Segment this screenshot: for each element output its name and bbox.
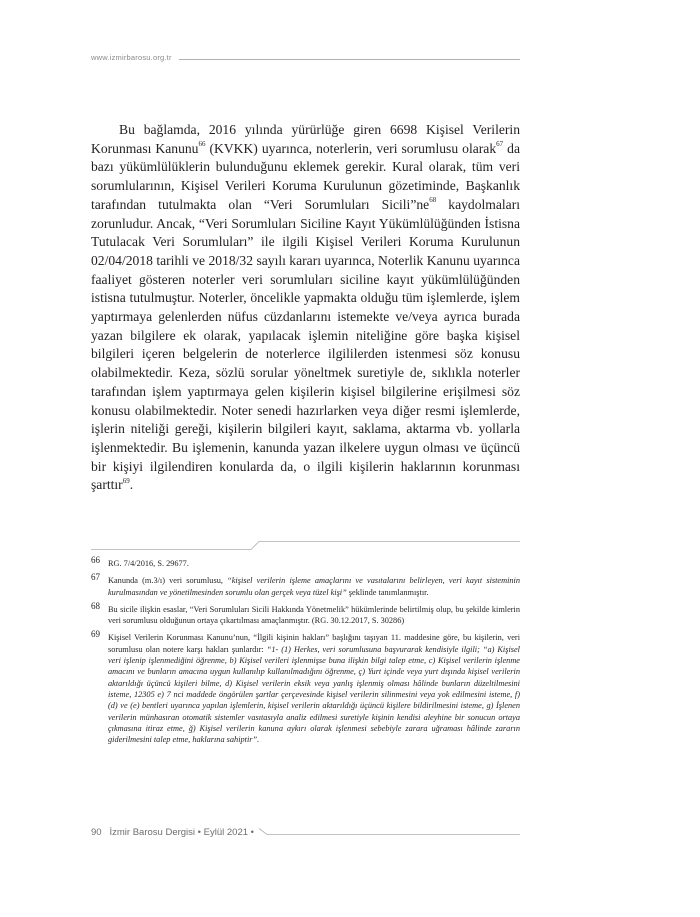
para-text-2: (KVKK) uyarınca, noterlerin, veri sorumlusu olarak (205, 140, 497, 156)
footnote-number: 68 (91, 600, 100, 611)
footnote-ref-66[interactable]: 66 (198, 140, 206, 149)
running-footer (91, 827, 520, 843)
footnote-68 (91, 600, 520, 627)
footnote-66 (91, 555, 520, 569)
footnote-quote: “1- (1) Herkes, veri sorumlusuna başvurarak kendisiyle ilgili; “a) Kişisel veri işlenip işlenmediğini öğrenme, b) Kişisel verileri işlenmişse buna ilişkin bilgi talep etme, c) Kişisel verilerin işlenme amacını ve bunların amacına uygun kullanılıp kullanılmadığını öğrenme, ç) Yurt içinde veya yurt dışında kişisel verilerin aktarıldığı üçüncü kişileri bilme, d) Kişisel verilerin eksik veya yanlış işlenmiş olması hâlinde bunların düzeltilmesini isteme, 12305 e) 7 nci maddede öngörülen şartlar çerçevesinde kişisel verilerin silinmesini veya yok edilmesini isteme, f) (d) ve (e) bentleri uyarınca yapılan işlemlerin, kişisel verilerin aktarıldığı üçüncü kişilere bildirilmesini isteme, g) İşlenen verilerin münhasıran otomatik sistemler vasıtasıyla analiz edilmesi suretiyle kişinin kendisi aleyhine bir sonucun ortaya çıkmasına itiraz etme, ğ) Kişisel verilerin kanuna aykırı olarak işlenmesi sebebiyle zarara uğraması hâlinde zararın giderilmesini talep etme, haklarına sahiptir”. (108, 644, 520, 745)
footnote-ref-67[interactable]: 67 (496, 140, 504, 149)
para-text-5: . (129, 477, 134, 493)
footnote-number: 66 (91, 555, 100, 565)
footnote-text: RG. 7/4/2016, S. 29677. (108, 559, 189, 568)
header-url: www.izmirbarosu.org.tr (91, 53, 172, 62)
footnote-text: Kanunda (m.3/ı) veri sorumlusu, (108, 576, 228, 586)
footnote-number: 67 (91, 572, 100, 583)
para-text-1: Bu bağlamda, 2016 yılında yürürlüğe giren 6698 Kişisel Verilerin Korunması Kanunu (91, 122, 520, 156)
footnote-text: Kişisel Verilerin Korunması Kanunu’nun, “İlgili kişinin hakları” başlığını taşıyan 11. maddesine göre, bu kişilerin, veri sorumlusu olan notere karşı hakları şunlardır: (108, 633, 520, 654)
body-paragraph (91, 121, 520, 495)
running-header (91, 53, 520, 67)
para-text-4: kaydolmaları zorunludur. Ancak, “Veri Sorumluları Siciline Kayıt Yükümlülüğünden İstisna Tutulacak Veri Sorumluları” ile ilgili Kişisel Verileri Koruma Kurulunun 02/04/2018 tarihli ve 2018/32 sayılı kararı uyarınca, Noterlik Kanunu uyarınca faaliyet gösteren noterler veri sorumluları siciline kayıt yükümlülüğünden istisna tutulmuştur. Noterler, öncelikle yapmakta olduğu tüm işlemlerde, işlem yaptırmaya gelenlerden nüfus cüzdanlarını istemekte ve/veya ayrıca burada yazan bilgilere ek olarak, yapılacak işlemin niteliğine göre başka kişisel bilgileri içeren belgelerin de noterlerce ilgililerden istenmesi söz konusu olabilmektedir. Keza, sözlü sorular yöneltmek suretiyle de, sıklıkla noterler tarafından işlem yaptırmaya gelen kişilerin kişisel bilgilerine erişilmesi söz konusu olabilmektedir. Noter senedi hazırlarken veya diğer resmi işlemlerde, işlerin niteliği gereği, kişilerin bilgileri kayıt, saklama, aktarma vb. yollarla işlenmektedir. Bu işlemenin, kanunda yazan ilkelere uygun olması ve üçüncü bir kişiyi ilgilendiren konularda da, o ilgili kişilerin haklarının korunması şarttır (91, 196, 520, 493)
issue-date: Eylül 2021 (203, 827, 249, 838)
footnotes (91, 555, 521, 751)
footnote-text-tail: şeklinde tanımlanmıştır. (346, 587, 429, 597)
footer-rule (91, 827, 520, 843)
footer-text: 90 İzmir Barosu Dergisi • Eylül 2021 • (91, 827, 254, 838)
footnote-number: 69 (91, 629, 100, 640)
footnote-ref-69[interactable]: 69 (122, 476, 130, 485)
footnote-67 (91, 572, 521, 598)
footnote-separator (91, 540, 520, 552)
footnote-quote: “kişisel verilerin işleme amaçlarını ve vasıtalarını belirleyen, veri kayıt sisteminin kurulmasından ve yönetilmesinden sorumlu olan gerçek veya tüzel kişi” (108, 576, 521, 597)
footnote-text: Bu sicile ilişkin esaslar, “Veri Sorumluları Sicili Hakkında Yönetmelik” hükümlerinde belirtilmiş olup, bu şekilde kimlerin veri sorumlusu olduğunun ortaya çıkartılması amaçlanmıştır. (RG. 30.12.2017, S. 30286) (108, 604, 520, 626)
para-text-3: da bazı yükümlülüklerin bulunduğunu eklemek gerekir. Kural olarak, tüm veri sorumlularının, Kişisel Verileri Koruma Kurulunun gözetiminde, Başkanlık tarafından tutulmakta olan “Veri Sorumluları Sicili”ne (91, 140, 520, 212)
footnote-69 (91, 629, 520, 745)
header-rule (179, 59, 520, 60)
journal-name: İzmir Barosu Dergisi (109, 827, 196, 838)
footnote-ref-68[interactable]: 68 (429, 196, 437, 205)
page-number: 90 (91, 827, 102, 838)
